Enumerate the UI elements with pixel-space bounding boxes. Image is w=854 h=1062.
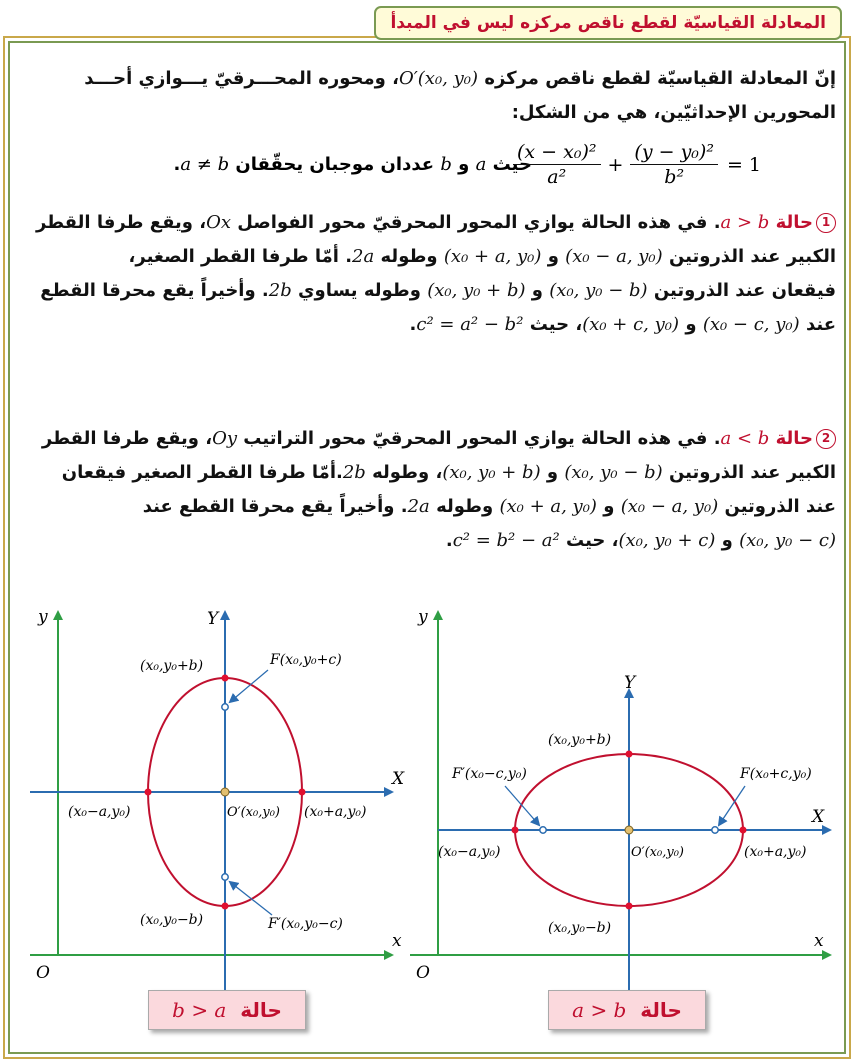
- left-center-dot: [221, 788, 229, 796]
- case1-text: وطوله: [380, 246, 438, 267]
- case1-text: و: [547, 246, 559, 267]
- left-focus-bottom-pointer: [230, 882, 272, 915]
- right-y-label: y: [418, 607, 428, 627]
- case1-text: و: [685, 314, 697, 335]
- case1-text: ، حيث: [529, 314, 583, 335]
- left-top-vertex-dot: [222, 675, 229, 682]
- case1-text: . أمّا طرفا القطر الصغير،: [128, 246, 353, 267]
- left-focus-top-dot: [222, 704, 228, 710]
- case2-point: (x₀ + a, y₀): [499, 496, 597, 517]
- case2-condition: a < b: [720, 428, 770, 449]
- caption-condition: a > b: [572, 998, 627, 1022]
- intro-text: ، ومحوره المحـــرقيّ يـــوازي أحـــد: [84, 68, 399, 89]
- right-top-vertex-label: (x₀,y₀+b): [548, 732, 612, 748]
- case1-text: في هذه الحالة يوازي المحور المحرقيّ محور الفواصل: [237, 212, 708, 233]
- case2-axis: Oy: [212, 428, 238, 449]
- eq-desc: عددان موجبان يحقّقان: [235, 154, 435, 175]
- left-origin-label: O: [36, 963, 50, 983]
- case2-text: في هذه الحالة يوازي المحور المحرقيّ محور التراتيب: [243, 428, 708, 449]
- case1-text: . وأخيراً يقع محرقا القطع: [40, 280, 269, 301]
- caption-label: حالة: [240, 998, 282, 1022]
- case1-text: وطوله يساوي: [298, 280, 421, 301]
- frac-den: b²: [664, 166, 685, 188]
- right-bottom-vertex-dot: [626, 903, 633, 910]
- right-focus-left-label: F′(x₀−c,y₀): [452, 766, 527, 782]
- case2-text: و: [546, 462, 559, 483]
- right-right-vertex-label: (x₀+a,y₀): [744, 844, 807, 860]
- case1-point: (x₀ − c, y₀): [702, 314, 800, 335]
- frac-num: (x − x₀)²: [513, 140, 601, 165]
- left-left-vertex-label: (x₀−a,y₀): [68, 804, 131, 820]
- left-Y-label: Y: [207, 609, 219, 629]
- case1-axis: Ox: [206, 212, 232, 233]
- case2-badge: 2: [816, 429, 836, 449]
- left-left-vertex-dot: [145, 789, 152, 796]
- right-focus-left-dot: [540, 827, 546, 833]
- case1-point: (x₀ + a, y₀): [443, 246, 542, 267]
- case1-line-1: 1حالة a > b. في هذه الحالة يوازي المحور المحرقيّ محور الفواصل Ox، ويقع طرفا القطر: [18, 206, 836, 239]
- case1-point: (x₀, y₀ − b): [549, 280, 648, 301]
- right-Y-label: Y: [624, 673, 636, 693]
- caption-condition: b > a: [172, 998, 227, 1022]
- page-title: المعادلة القياسيّة لقطع ناقص مركزه ليس في المبدأ: [390, 13, 826, 33]
- figure-right: [410, 607, 830, 990]
- case1-text: الكبير عند الذروتين: [668, 246, 836, 267]
- case1-point: (x₀, y₀ + b): [427, 280, 526, 301]
- right-top-vertex-dot: [626, 751, 633, 758]
- case2-text: . وأخيراً يقع محرقا القطع عند: [142, 496, 408, 517]
- case2-text: عند الذروتين: [724, 496, 836, 517]
- right-figure-caption: [548, 990, 706, 1030]
- right-center-dot: [625, 826, 633, 834]
- left-bottom-vertex-label: (x₀,y₀−b): [140, 912, 204, 928]
- left-x-label: x: [392, 931, 402, 951]
- frac-num: (y − y₀)²: [630, 140, 718, 165]
- equation-condition: حيث a و b عددان موجبان يحقّقان a ≠ b.: [173, 154, 532, 175]
- case2-point: (x₀, y₀ + c): [618, 530, 716, 551]
- right-left-vertex-label: (x₀−a,y₀): [438, 844, 501, 860]
- right-focus-right-dot: [712, 827, 718, 833]
- case1-relation: c² = a² − b²: [416, 314, 524, 335]
- case2-text: ، ويقع طرفا القطر: [41, 428, 213, 449]
- center-point: O′(x₀, y₀): [398, 68, 479, 89]
- case2-text: ، حيث: [566, 530, 619, 551]
- frac-den: a²: [547, 166, 567, 188]
- equation-formula: $\frac{\text{(x − x₀)²}}{\text{a²}}$ + $\frac{\text{(y − y₀)²}}{\text{b²}}$ = 1: [510, 140, 761, 189]
- eq-a: a: [475, 154, 487, 175]
- case1-length: 2a: [352, 246, 375, 267]
- left-right-vertex-label: (x₀+a,y₀): [304, 804, 367, 820]
- case2-text: وطوله: [436, 496, 494, 517]
- right-x-label: x: [814, 931, 824, 951]
- case2-point: (x₀, y₀ − c): [739, 530, 836, 551]
- eq-cond: a ≠ b: [180, 154, 230, 175]
- eq-rhs: = 1: [726, 153, 762, 176]
- case2-point: (x₀, y₀ − b): [564, 462, 663, 483]
- case2-text: و: [603, 496, 615, 517]
- left-X-label: X: [392, 769, 405, 789]
- left-focus-bottom-label: F′(x₀,y₀−c): [268, 916, 343, 932]
- left-y-label: y: [38, 607, 48, 627]
- eq-and: و: [458, 154, 470, 175]
- right-right-vertex-dot: [740, 827, 747, 834]
- left-right-vertex-dot: [299, 789, 306, 796]
- case1-text: و: [531, 280, 543, 301]
- case2-text: .أمّا طرفا القطر الصغير فيقعان: [61, 462, 343, 483]
- case2-point: (x₀, y₀ + b): [442, 462, 541, 483]
- case1-badge: 1: [816, 213, 836, 233]
- case2-point: (x₀ − a, y₀): [620, 496, 719, 517]
- case2-length: 2b: [342, 462, 366, 483]
- case1-point: (x₀ − a, y₀): [565, 246, 663, 267]
- left-focus-top-label: F(x₀,y₀+c): [270, 652, 342, 668]
- case2-relation: c² = b² − a²: [452, 530, 560, 551]
- case1-point: (x₀ + c, y₀): [582, 314, 680, 335]
- case1-label: حالة: [775, 212, 813, 233]
- case1-line-4: عند (x₀ − c, y₀) و (x₀ + c, y₀)، حيث c² = a² − b².: [409, 314, 836, 335]
- case2-line-4: (x₀, y₀ − c) و (x₀, y₀ + c)، حيث c² = b² − a².: [445, 530, 836, 551]
- eq-b: b: [440, 154, 452, 175]
- left-bottom-vertex-dot: [222, 903, 229, 910]
- case2-line-1: 2حالة a < b. في هذه الحالة يوازي المحور المحرقيّ محور التراتيب Oy، ويقع طرفا القطر: [18, 422, 836, 455]
- left-figure-caption: [148, 990, 306, 1030]
- case2-text: و: [721, 530, 733, 551]
- intro-text: إنّ المعادلة القياسيّة لقطع ناقص مركزه: [484, 68, 836, 89]
- intro-text: المحورين الإحداثيّين، هي من الشكل:: [511, 102, 836, 123]
- right-bottom-vertex-label: (x₀,y₀−b): [548, 920, 612, 936]
- case1-length: 2b: [268, 280, 292, 301]
- right-origin-label: O: [416, 963, 430, 983]
- left-focus-bottom-dot: [222, 874, 228, 880]
- case1-condition: a > b: [720, 212, 770, 233]
- left-top-vertex-label: (x₀,y₀+b): [140, 658, 204, 674]
- figure-left: [30, 607, 405, 990]
- case2-text: ، وطوله: [372, 462, 443, 483]
- right-focus-right-label: F(x₀+c,y₀): [740, 766, 812, 782]
- case2-label: حالة: [775, 428, 813, 449]
- case1-text: ، ويقع طرفا القطر: [35, 212, 207, 233]
- left-focus-top-pointer: [230, 670, 268, 702]
- right-left-vertex-dot: [512, 827, 519, 834]
- eq-where: حيث: [492, 154, 532, 175]
- right-focus-left-pointer: [505, 786, 539, 825]
- case2-length: 2a: [407, 496, 430, 517]
- caption-label: حالة: [640, 998, 682, 1022]
- case2-text: الكبير عند الذروتين: [668, 462, 836, 483]
- left-center-label: O′(x₀,y₀): [227, 805, 280, 820]
- right-X-label: X: [812, 807, 825, 827]
- case1-text: فيقعان عند الذروتين: [653, 280, 836, 301]
- right-center-label: O′(x₀,y₀): [631, 845, 684, 860]
- case1-text: عند: [805, 314, 836, 335]
